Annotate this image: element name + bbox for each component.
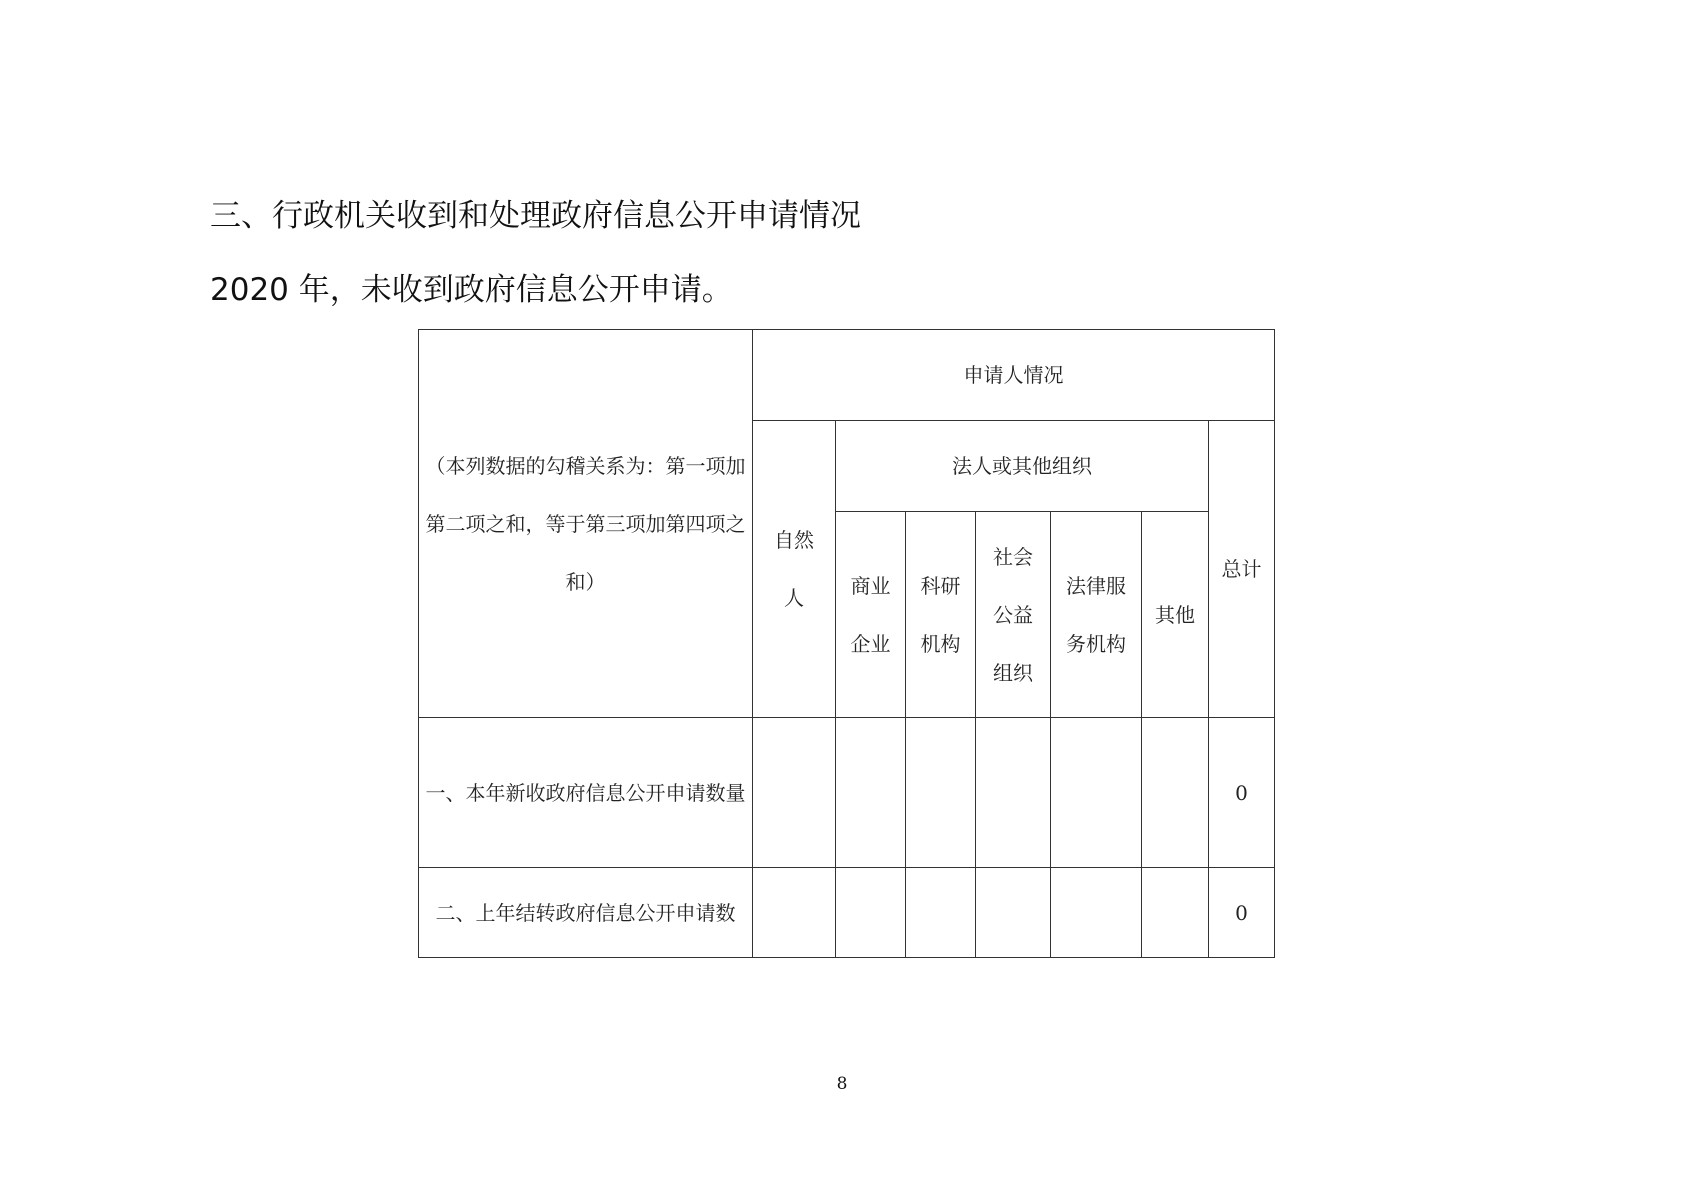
public-welfare-org-label: 社会公益组织: [993, 544, 1033, 685]
public-welfare-org-header: [976, 512, 1051, 718]
commercial-value: [836, 718, 906, 868]
research-value: [906, 718, 976, 868]
summary-text: 2020 年，未收到政府信息公开申请。: [210, 272, 733, 308]
natural-person-value: [753, 718, 836, 868]
legal-service-value: [1051, 868, 1142, 958]
public-welfare-value: [976, 868, 1051, 958]
page-number: 8: [836, 1074, 848, 1094]
legal-org-header: 法人或其他组织: [836, 421, 1209, 512]
legal-service-org-label: 法律服务机构: [1066, 573, 1126, 656]
other-org-label: 其他: [1155, 602, 1195, 627]
other-value: [1142, 718, 1209, 868]
research-institution-label: 科研机构: [920, 573, 961, 656]
legal-service-org-header: [1051, 512, 1142, 718]
commercial-enterprise-header: [836, 512, 906, 718]
total-header: 总计: [1209, 421, 1275, 718]
total-value: 0: [1209, 718, 1275, 868]
natural-person-value: [753, 868, 836, 958]
table-row: [419, 868, 1275, 958]
applicant-header: 申请人情况: [753, 330, 1275, 421]
research-value: [906, 868, 976, 958]
natural-person-header: [753, 421, 836, 718]
research-institution-header: [906, 512, 976, 718]
section-heading: 三、行政机关收到和处理政府信息公开申请情况: [210, 198, 861, 234]
row-label: 一、本年新收政府信息公开申请数量: [419, 718, 753, 868]
disclosure-request-table: [418, 329, 1275, 958]
total-value: 0: [1209, 868, 1275, 958]
row-label: 二、上年结转政府信息公开申请数: [419, 868, 753, 958]
note-text: （本列数据的勾稽关系为：第一项加第二项之和，等于第三项加第四项之和）: [425, 453, 746, 594]
other-org-header: [1142, 512, 1209, 718]
other-value: [1142, 868, 1209, 958]
public-welfare-value: [976, 718, 1051, 868]
natural-person-label: 自然人: [774, 528, 814, 610]
note-cell: [419, 330, 753, 718]
table-row: [419, 718, 1275, 868]
commercial-value: [836, 868, 906, 958]
commercial-enterprise-label: 商业企业: [850, 573, 891, 656]
legal-service-value: [1051, 718, 1142, 868]
